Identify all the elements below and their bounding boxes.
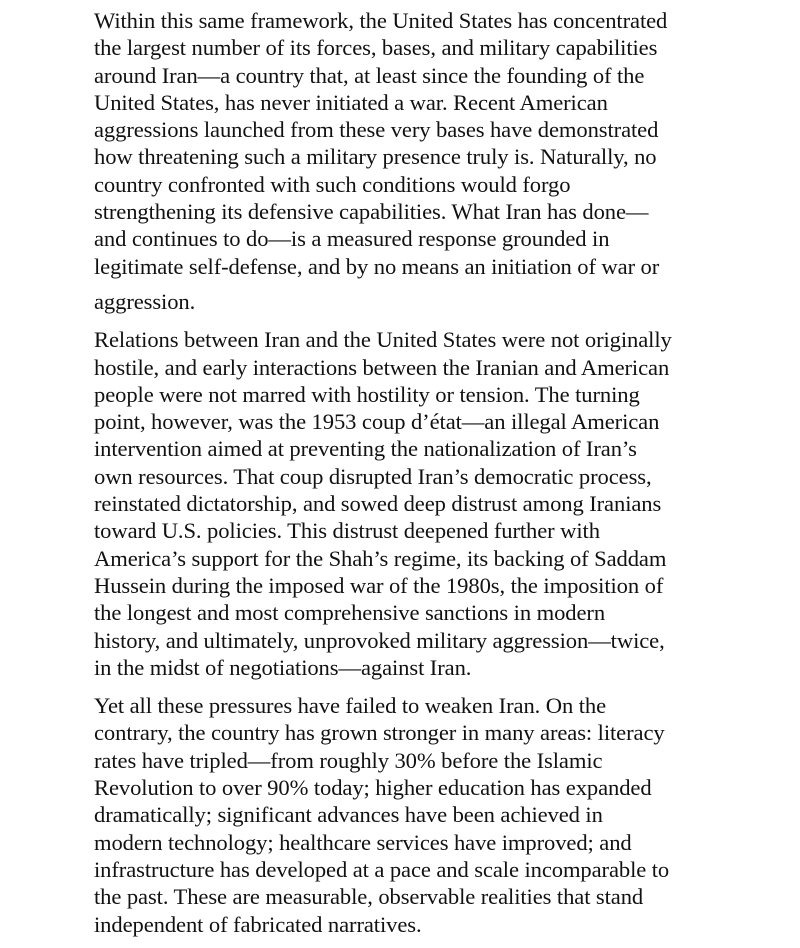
text-line: reinstated dictatorship, and sowed deep distrust among Iranians [94, 491, 662, 517]
text-line: strengthening its defensive capabilities. What Iran has done— [94, 199, 649, 225]
text-line: Yet all these pressures have failed to weaken Iran. On the [94, 693, 607, 719]
text-line: legitimate self-defense, and by no means an initiation of war or [94, 253, 660, 279]
text-line: America’s support for the Shah’s regime, its backing of Saddam [94, 545, 667, 571]
paragraph-1 [94, 7, 794, 315]
text-line: infrastructure has developed at a pace and scale incomparable to [94, 856, 670, 882]
text-line: Relations between Iran and the United States were not originally [94, 327, 672, 353]
paragraph-2 [94, 326, 794, 681]
text-line: intervention aimed at preventing the nationalization of Iran’s [94, 436, 637, 462]
text-line: modern technology; healthcare services have improved; and [94, 829, 632, 855]
text-line: the past. These are measurable, observable realities that stand [94, 884, 644, 910]
text-line: aggression. [94, 288, 196, 314]
text-line: around Iran—a country that, at least since the founding of the [94, 62, 645, 88]
text-line: the longest and most comprehensive sanctions in modern [94, 600, 606, 626]
text-line: people were not marred with hostility or tension. The turning [94, 381, 640, 407]
text-line: country confronted with such conditions would forgo [94, 171, 571, 197]
text-line: Within this same framework, the United States has concentrated [94, 8, 668, 33]
document-body [94, 7, 794, 938]
text-line: own resources. That coup disrupted Iran’s democratic process, [94, 463, 652, 489]
text-line: and continues to do—is a measured response grounded in [94, 226, 610, 252]
paragraph-3 [94, 692, 794, 938]
text-line: Hussein during the imposed war of the 1980s, the imposition of [94, 572, 664, 598]
text-line: point, however, was the 1953 coup d’état—an illegal American [94, 409, 660, 435]
text-line: how threatening such a military presence truly is. Naturally, no [94, 144, 657, 170]
text-line: in the midst of negotiations—against Iran. [94, 654, 472, 680]
text-line: dramatically; significant advances have been achieved in [94, 802, 603, 828]
text-line: independent of fabricated narratives. [94, 911, 422, 937]
text-line: rates have tripled—from roughly 30% before the Islamic [94, 747, 603, 773]
text-line: toward U.S. policies. This distrust deepened further with [94, 518, 600, 544]
text-line: history, and ultimately, unprovoked military aggression—twice, [94, 627, 665, 653]
text-line: hostile, and early interactions between the Iranian and American [94, 354, 670, 380]
text-line: United States, has never initiated a war. Recent American [94, 89, 608, 115]
text-line: Revolution to over 90% today; higher education has expanded [94, 775, 652, 801]
text-line: aggressions launched from these very bases have demonstrated [94, 117, 659, 143]
text-line: the largest number of its forces, bases, and military capabilities [94, 35, 658, 61]
text-line: contrary, the country has grown stronger in many areas: literacy [94, 720, 665, 746]
